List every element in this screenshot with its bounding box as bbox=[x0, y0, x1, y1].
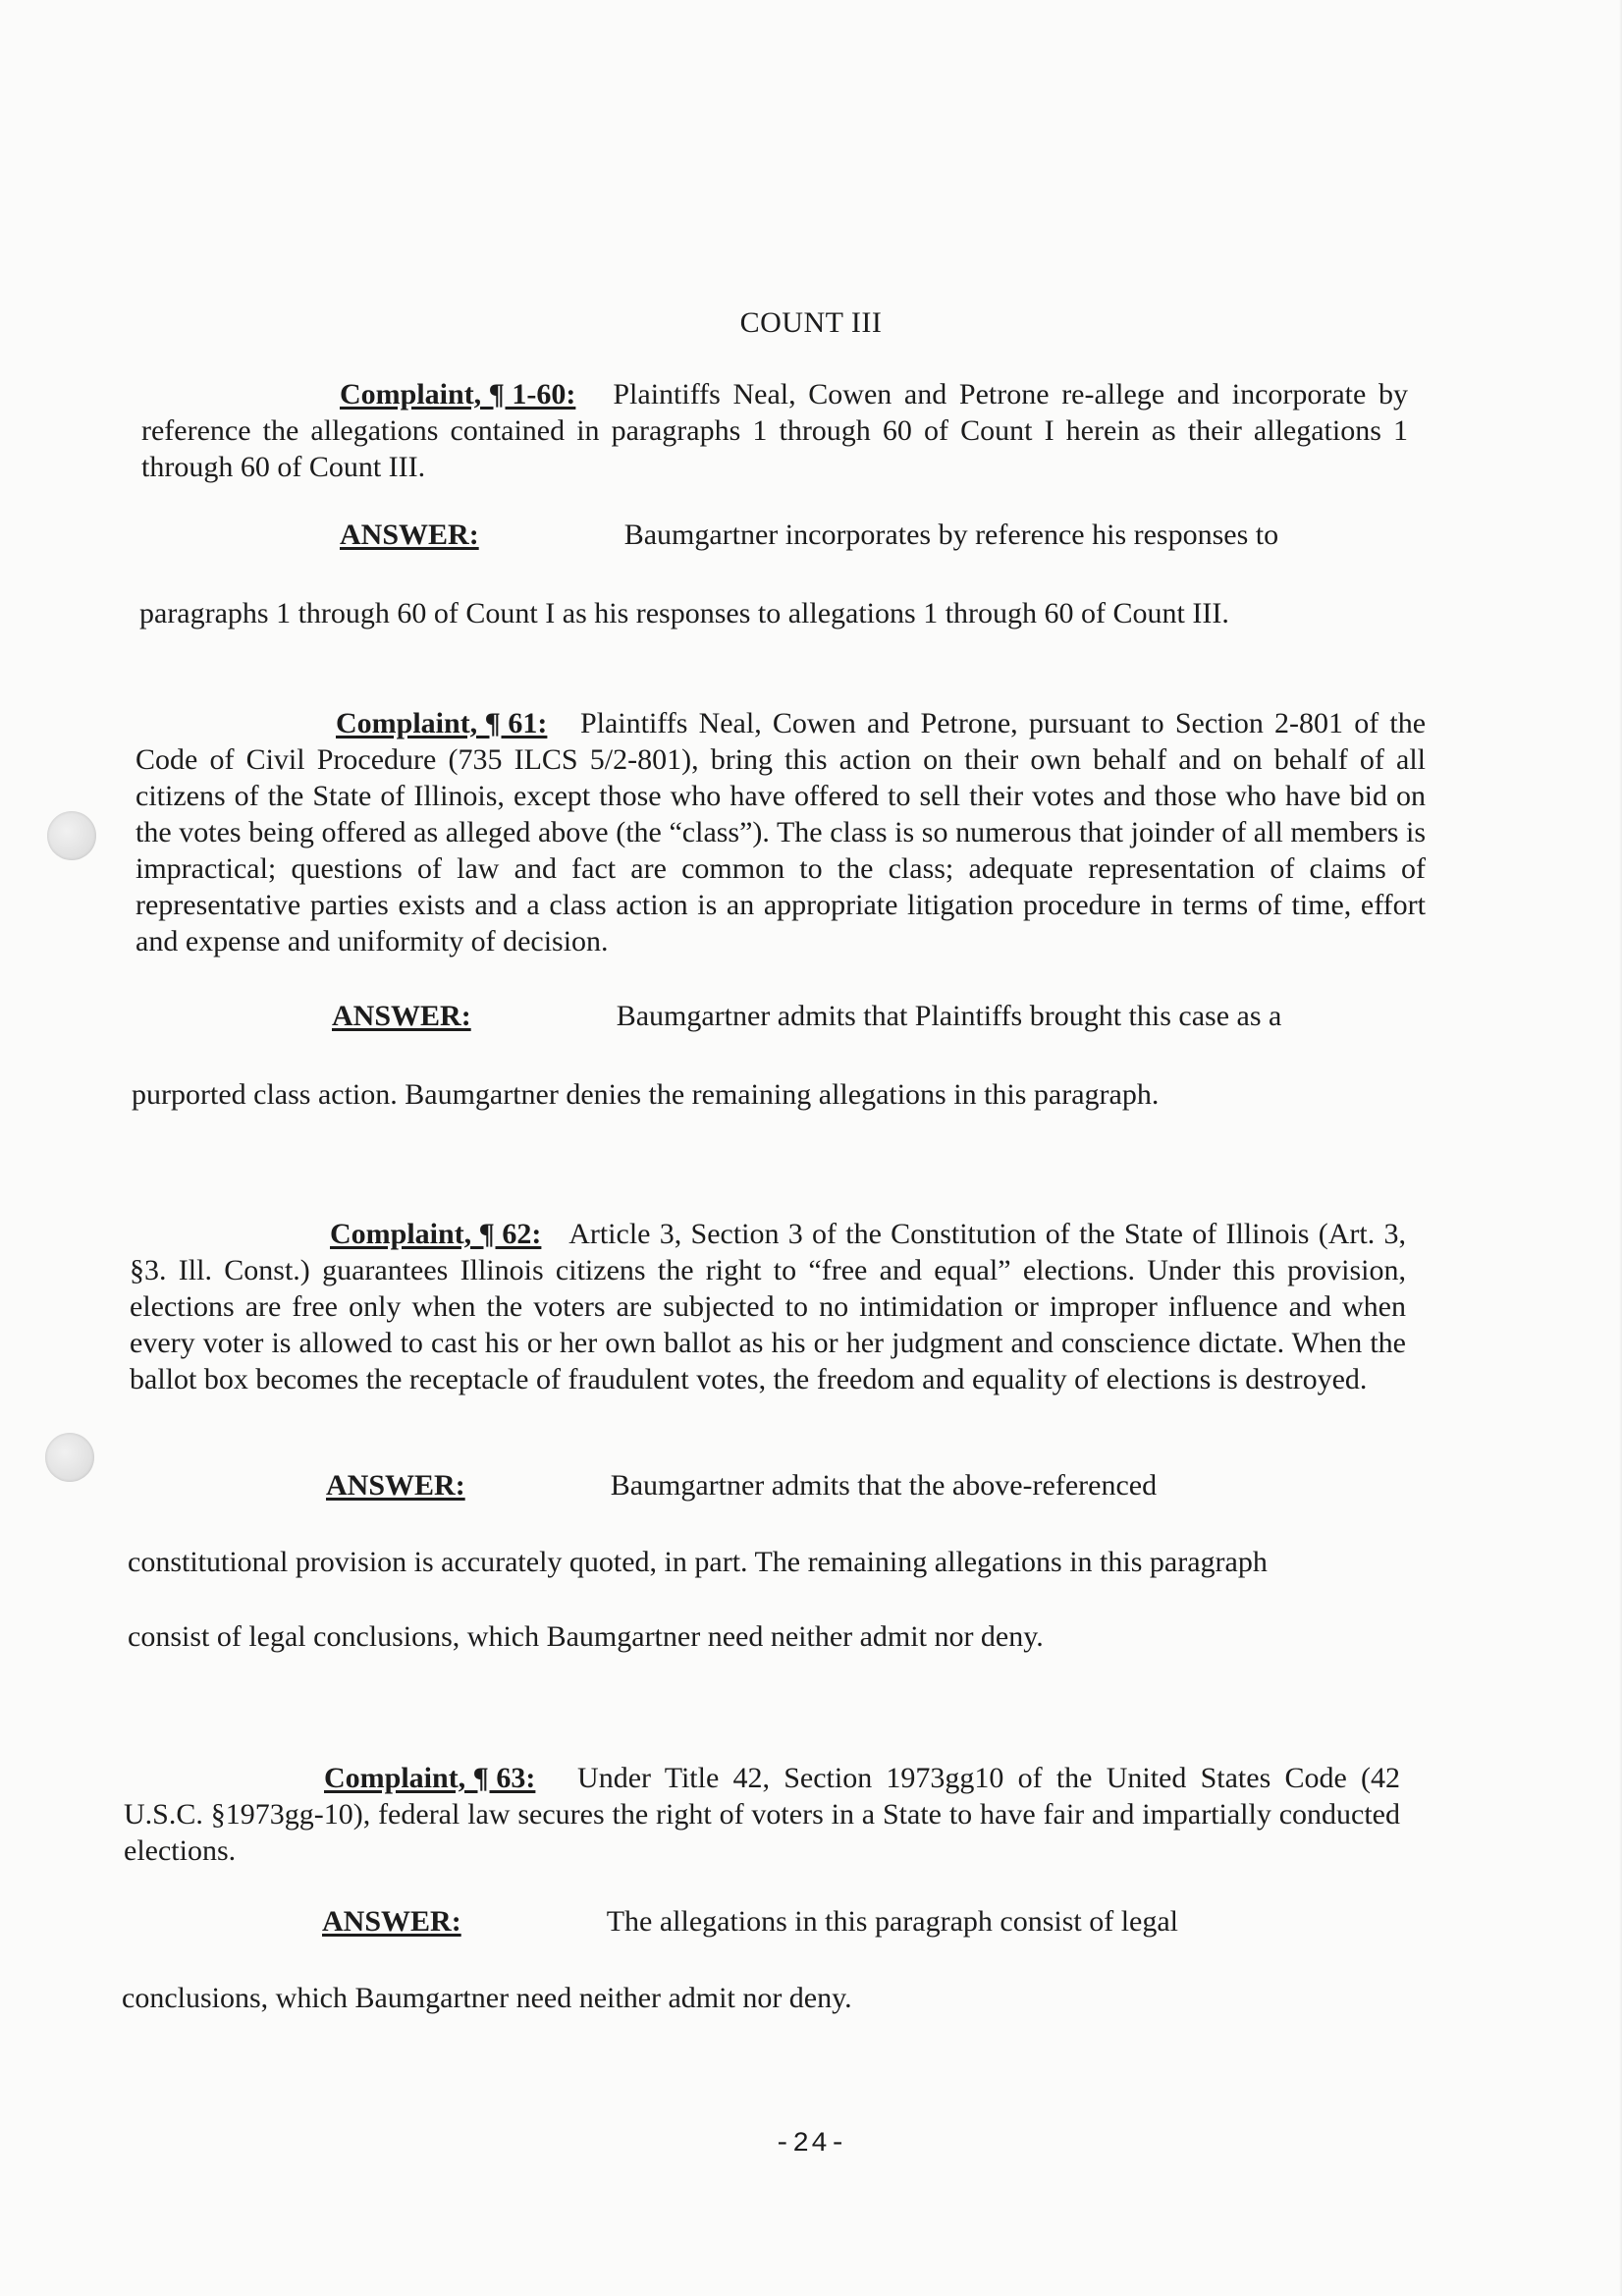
answer-text-first: The allegations in this paragraph consist of legal bbox=[606, 1905, 1179, 1938]
complaint-paragraph-62 bbox=[130, 1216, 1406, 1397]
complaint-paragraph-61 bbox=[135, 705, 1426, 959]
answer-line-first bbox=[332, 1000, 1281, 1033]
complaint-paragraph-63 bbox=[124, 1760, 1400, 1869]
complaint-paragraph-1-60 bbox=[141, 376, 1408, 485]
complaint-text: Under Title 42, Section 1973gg10 of the United States Code (42 U.S.C. §1973gg-10), federal law secures the right of voters in a State to have fair and impartially conducted elections. bbox=[124, 1762, 1400, 1867]
complaint-text: Plaintiffs Neal, Cowen and Petrone, pursuant to Section 2-801 of the Code of Civil Procedure (735 ILCS 5/2-801), bring this action on their own behalf and on behalf of all citizens of the State of Illinois, except those who have offered to sell their votes and those who have bid on the votes being offered as alleged above (the “class”). The class is so numerous that joinder of all members is impractical; questions of law and fact are common to the class; adequate representation of claims of representative parties exists and a class action is an appropriate litigation procedure in terms of time, effort and expense and uniformity of decision. bbox=[135, 707, 1427, 957]
answer-label: ANSWER: bbox=[332, 1000, 471, 1032]
complaint-label: Complaint, ¶ 61: bbox=[336, 707, 548, 739]
complaint-label: Complaint, ¶ 63: bbox=[324, 1762, 536, 1794]
page-number: -24- bbox=[774, 2129, 848, 2159]
complaint-label: Complaint, ¶ 62: bbox=[330, 1218, 542, 1250]
answer-text-first: Baumgartner incorporates by reference his responses to bbox=[623, 519, 1279, 551]
answer-text-line: purported class action. Baumgartner denies the remaining allegations in this paragraph. bbox=[132, 1078, 1160, 1111]
answer-text-first: Baumgartner admits that the above-referenced bbox=[610, 1469, 1158, 1502]
answer-label: ANSWER: bbox=[326, 1469, 465, 1502]
complaint-text: Article 3, Section 3 of the Constitution of the State of Illinois (Art. 3, §3. Ill. Const.) guarantees Illinois citizens the right to “free and equal” elections. Under this provision, elections are free only when the voters are subjected to no intimidation or improper influence and when every voter is allowed to cast his or her own ballot as his or her judgment and conscience dictate. When the ballot box becomes the receptacle of fraudulent votes, the freedom and equality of elections is destroyed. bbox=[130, 1218, 1406, 1395]
punch-hole-upper bbox=[47, 811, 96, 860]
answer-text-line: constitutional provision is accurately quoted, in part. The remaining allegations in this paragraph bbox=[128, 1546, 1268, 1578]
answer-label: ANSWER: bbox=[322, 1905, 461, 1938]
answer-line-first bbox=[326, 1469, 1157, 1503]
answer-text-line: paragraphs 1 through 60 of Count I as his responses to allegations 1 through 60 of Count III. bbox=[139, 597, 1229, 629]
answer-text-line: consist of legal conclusions, which Baumgartner need neither admit nor deny. bbox=[128, 1620, 1044, 1653]
answer-text-line: conclusions, which Baumgartner need neither admit nor deny. bbox=[122, 1982, 852, 2014]
punch-hole-lower bbox=[45, 1433, 94, 1482]
count-heading: COUNT III bbox=[739, 306, 883, 339]
answer-label: ANSWER: bbox=[340, 519, 479, 551]
complaint-label: Complaint, ¶ 1-60: bbox=[340, 378, 576, 410]
answer-line-first bbox=[322, 1905, 1178, 1939]
answer-line-first bbox=[340, 519, 1278, 552]
answer-text-first: Baumgartner admits that Plaintiffs brought this case as a bbox=[616, 1000, 1282, 1032]
complaint-text: Plaintiffs Neal, Cowen and Petrone re-allege and incorporate by reference the allegations contained in paragraphs 1 through 60 of Count I herein as their allegations 1 through 60 of Count III. bbox=[141, 378, 1408, 483]
